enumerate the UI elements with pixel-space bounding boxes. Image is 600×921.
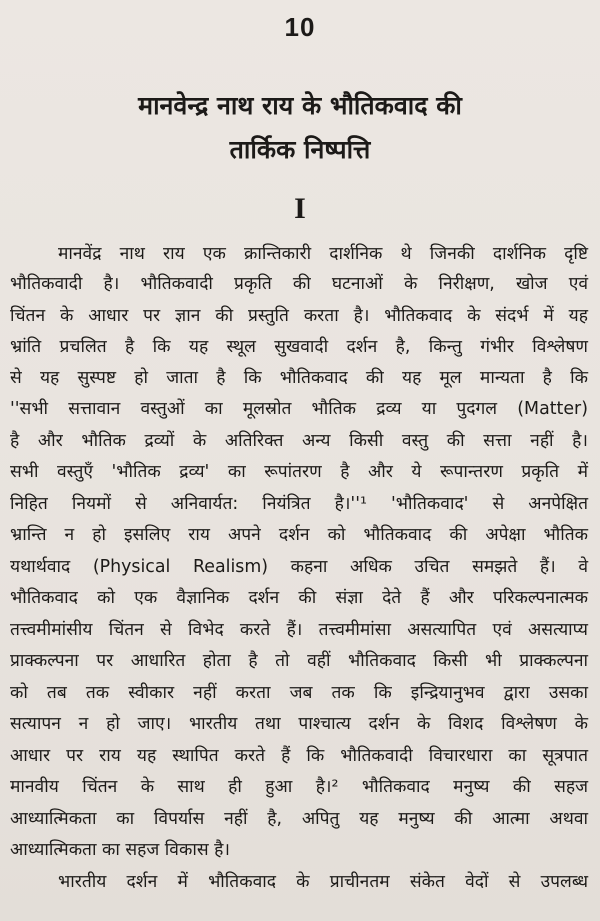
text-line: तत्त्वमीमांसीय चिंतन से विभेद करते हैं। तत्त्वमीमांसा असत्यापित एवं असत्याप्य	[10, 620, 588, 640]
text-line: प्राक्कल्पना पर आधारित होता है तो वहीं भौतिकवाद किसी भी प्राक्कल्पना	[10, 651, 588, 671]
text-line: मानवेंद्र नाथ राय एक क्रान्तिकारी दार्शनिक थे जिनकी दार्शनिक दृष्टि	[58, 244, 588, 264]
chapter-number: 10	[284, 12, 316, 42]
text-line: चिंतन के आधार पर ज्ञान की प्रस्तुति करता है। भौतिकवाद के संदर्भ में यह	[10, 306, 588, 326]
text-line: भ्रांति प्रचलित है कि यह स्थूल सुखवादी दर्शन है, किन्तु गंभीर विश्लेषण	[10, 337, 588, 357]
section-heading: I	[294, 192, 306, 225]
chapter-title-line-2: तार्किक निष्पत्ति	[229, 135, 371, 164]
text-line: आध्यात्मिकता का सहज विकास है।	[10, 840, 230, 860]
text-line: ''सभी सत्तावान वस्तुओं का मूलस्रोत भौतिक द्रव्य या पुदगल (Matter)	[10, 399, 588, 419]
text-line: से यह सुस्पष्ट हो जाता है कि भौतिकवाद की यह मूल मान्यता है कि	[10, 368, 588, 388]
text-line: आध्यात्मिकता का विपर्यास नहीं है, अपितु यह मनुष्य की आत्मा अथवा	[10, 809, 588, 829]
text-line: भौतिकवादी है। भौतिकवादी प्रकृति की घटनाओं के निरीक्षण, खोज एवं	[10, 274, 588, 294]
chapter-title-line-1: मानवेन्द्र नाथ राय के भौतिकवाद की	[138, 91, 462, 120]
text-line: सत्यापन न हो जाए। भारतीय तथा पाश्चात्य दर्शन के विशद विश्लेषण के	[10, 714, 588, 734]
text-line: यथार्थवाद (Physical Realism) कहना अधिक उचित समझते हैं। वे	[10, 557, 588, 577]
text-line: भारतीय दर्शन में भौतिकवाद के प्राचीनतम संकेत वेदों से उपलब्ध	[58, 872, 588, 892]
text-line: सभी वस्तुएँ 'भौतिक द्रव्य' का रूपांतरण है और ये रूपान्तरण प्रकृति में	[10, 462, 588, 482]
text-line: मानवीय चिंतन के साथ ही हुआ है।² भौतिकवाद मनुष्य की सहज	[10, 777, 588, 797]
text-line: निहित नियमों से अनिवार्यत: नियंत्रित है।''¹ 'भौतिकवाद' से अनपेक्षित	[10, 494, 588, 514]
chapter-title	[40, 84, 560, 172]
text-line: आधार पर राय यह स्थापित करते हैं कि भौतिकवादी विचारधारा का सूत्रपात	[10, 746, 588, 766]
text-line: है और भौतिक द्रव्यों के अतिरिक्त अन्य किसी वस्तु की सत्ता नहीं है।	[10, 431, 588, 451]
text-line: भौतिकवाद को एक वैज्ञानिक दर्शन की संज्ञा देते हैं और परिकल्पनात्मक	[10, 588, 588, 608]
text-line: भ्रान्ति न हो इसलिए राय अपने दर्शन को भौतिकवाद की अपेक्षा भौतिक	[10, 525, 588, 545]
text-line: को तब तक स्वीकार नहीं करता जब तक कि इन्द्रियानुभव द्वारा उसका	[10, 683, 588, 703]
